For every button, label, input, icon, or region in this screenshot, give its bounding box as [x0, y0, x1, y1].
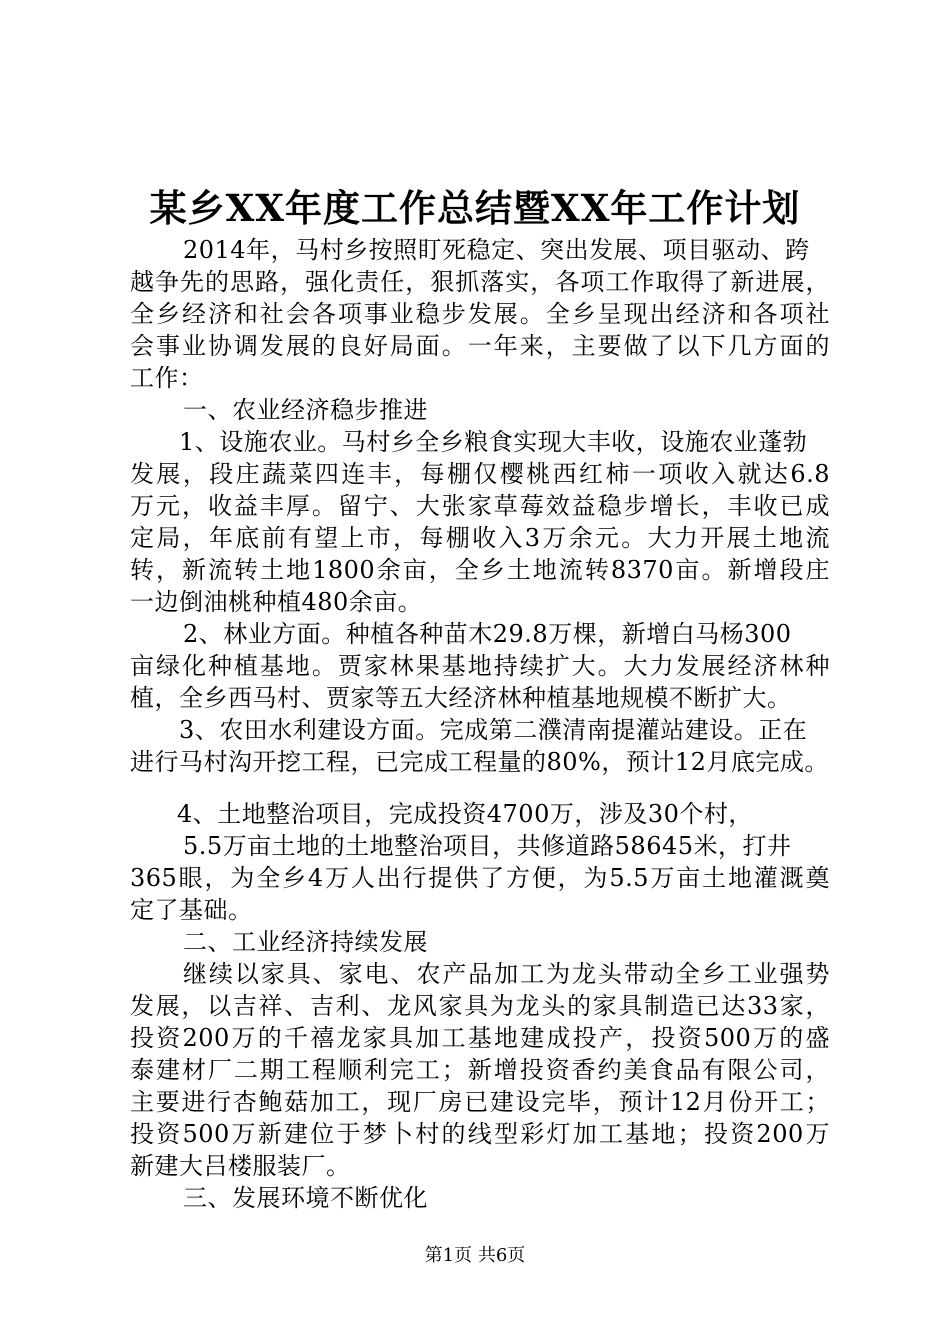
body-line: 全乡经济和社会各项事业稳步发展。全乡呈现出经济和各项社 — [130, 300, 830, 328]
body-line: 发展，段庄蔬菜四连丰，每棚仅樱桃西红柿一项收入就达6.8 — [130, 460, 830, 488]
body-line: 4、土地整治项目，完成投资4700万，涉及30个村， — [177, 800, 753, 828]
body-line: 泰建材厂二期工程顺利完工；新增投资香约美食品有限公司， — [130, 1056, 830, 1084]
body-line: 工作： — [130, 364, 204, 392]
body-line: 2014年，马村乡按照盯死稳定、突出发展、项目驱动、跨 — [183, 236, 810, 264]
body-line: 越争先的思路，强化责任，狠抓落实，各项工作取得了新进展， — [130, 268, 830, 296]
body-line: 植，全乡西马村、贾家等五大经济林种植基地规模不断扩大。 — [130, 684, 792, 712]
body-line: 定局，年底前有望上市，每棚收入3万余元。大力开展土地流 — [130, 524, 830, 552]
body-line: 定了基础。 — [130, 896, 253, 924]
body-line: 365眼，为全乡4万人出行提供了方便，为5.5万亩土地灌溉奠 — [130, 864, 830, 892]
body-line: 继续以家具、家电、农产品加工为龙头带动全乡工业强势 — [183, 960, 830, 988]
body-line: 会事业协调发展的良好局面。一年来，主要做了以下几方面的 — [130, 332, 830, 360]
body-line: 投资500万新建位于梦卜村的线型彩灯加工基地；投资200万 — [130, 1120, 830, 1148]
body-line: 发展，以吉祥、吉利、龙风家具为龙头的家具制造已达33家， — [130, 992, 830, 1020]
page-footer: 第1页 共6页 — [424, 1245, 526, 1266]
body-line: 转，新流转土地1800余亩，全乡土地流转8370亩。新增段庄 — [130, 556, 830, 584]
section-heading: 一、农业经济稳步推进 — [183, 396, 428, 424]
body-line: 投资200万的千禧龙家具加工基地建成投产，投资500万的盛 — [130, 1024, 830, 1052]
body-line: 1、设施农业。马村乡全乡粮食实现大丰收，设施农业蓬勃 — [179, 428, 808, 456]
body-line: 主要进行杏鲍菇加工，现厂房已建设完毕，预计12月份开工； — [130, 1088, 830, 1116]
body-line: 一边倒油桃种植480余亩。 — [130, 588, 423, 616]
body-line: 新建大吕楼服装厂。 — [130, 1152, 351, 1180]
body-line: 进行马村沟开挖工程，已完成工程量的80%，预计12月底完成。 — [130, 748, 829, 776]
section-heading: 三、发展环境不断优化 — [183, 1184, 428, 1212]
body-line: 5.5万亩土地的土地整治项目，共修道路58645米，打井 — [183, 832, 792, 860]
section-heading: 二、工业经济持续发展 — [183, 928, 428, 956]
body-line: 万元，收益丰厚。留宁、大张家草莓效益稳步增长，丰收已成 — [130, 492, 830, 520]
body-line: 3、农田水利建设方面。完成第二濮清南提灌站建设。正在 — [179, 716, 808, 744]
document-title: 某乡XX年度工作总结暨XX年工作计划 — [149, 186, 801, 230]
body-line: 2、林业方面。种植各种苗木29.8万棵，新增白马杨300 — [183, 620, 792, 648]
body-line: 亩绿化种植基地。贾家林果基地持续扩大。大力发展经济林种 — [130, 652, 830, 680]
